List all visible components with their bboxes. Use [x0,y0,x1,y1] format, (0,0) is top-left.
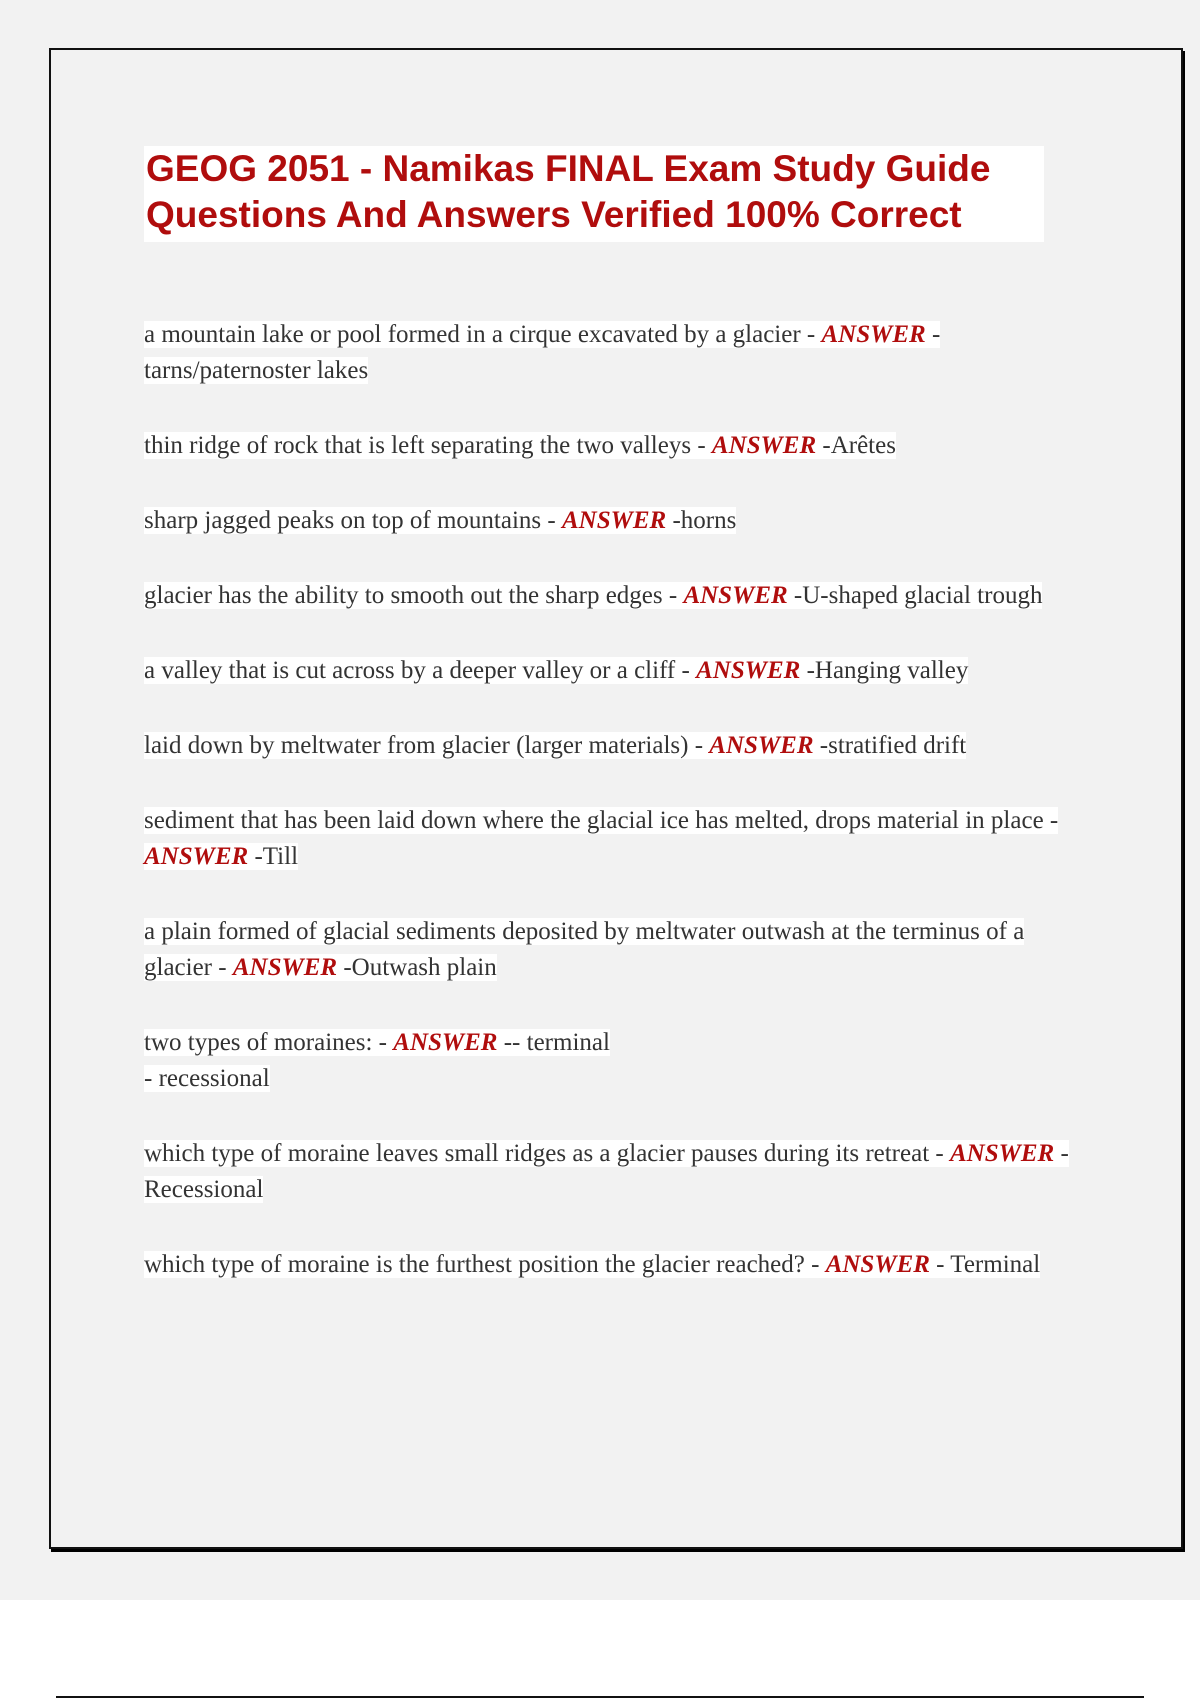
question-text: sharp jagged peaks on top of mountains - [144,507,562,534]
answer-text: -Recessional [144,1140,1069,1203]
qa-item [144,317,1094,389]
question-text: glacier has the ability to smooth out the sharp edges - [144,582,684,609]
question-text: laid down by meltwater from glacier (larger materials) - [144,732,710,759]
answer-label: ANSWER [821,321,926,348]
question-text: a valley that is cut across by a deeper valley or a cliff - [144,657,697,684]
qa-item [144,1136,1094,1208]
answer-text: -Hanging valley [800,657,969,684]
qa-item [144,803,1094,875]
footer-rule [56,1696,1144,1698]
question-text: thin ridge of rock that is left separating the two valleys - [144,432,712,459]
answer-label: ANSWER [561,507,667,534]
answer-text: -Till [248,843,299,870]
answer-text: -Outwash plain [337,954,497,981]
answer-text: -stratified drift [813,732,967,759]
answer-label: ANSWER [696,657,801,684]
document-title: GEOG 2051 - Namikas FINAL Exam Study Guide Questions And Answers Verified 100% Correct [144,146,1044,242]
question-text: a plain formed of glacial sediments deposited by meltwater outwash at the terminus of a glacier - [144,918,1025,981]
answer-text: -horns [666,507,737,534]
answer-label: ANSWER [825,1251,930,1278]
qa-item [144,914,1094,986]
qa-item [144,728,1094,764]
answer-label: ANSWER [683,582,788,609]
qa-item [144,503,1094,539]
answer-text: -U-shaped glacial trough [787,582,1043,609]
answer-label: ANSWER [144,843,249,870]
question-text: sediment that has been laid down where the glacial ice has melted, drops material in place - [144,807,1059,834]
qa-item [144,578,1094,614]
qa-item [144,653,1094,689]
qa-item [144,1025,1094,1097]
question-text: which type of moraine is the furthest position the glacier reached? - [144,1251,826,1278]
qa-item [144,428,1094,464]
qa-item [144,1247,1094,1283]
answer-label: ANSWER [949,1140,1055,1167]
qa-list [144,317,1094,1322]
answer-text: - Terminal [929,1251,1041,1278]
answer-label: ANSWER [711,432,817,459]
answer-text: -Arêtes [816,432,896,459]
answer-label: ANSWER [393,1029,498,1056]
answer-text: - tarns/paternoster lakes [144,321,941,384]
answer-label: ANSWER [709,732,814,759]
answer-label: ANSWER [232,954,338,981]
answer-text: -- terminal - recessional [144,1029,610,1092]
question-text: a mountain lake or pool formed in a cirque excavated by a glacier - [144,321,822,348]
question-text: two types of moraines: - [144,1029,394,1056]
question-text: which type of moraine leaves small ridges as a glacier pauses during its retreat - [144,1140,950,1167]
